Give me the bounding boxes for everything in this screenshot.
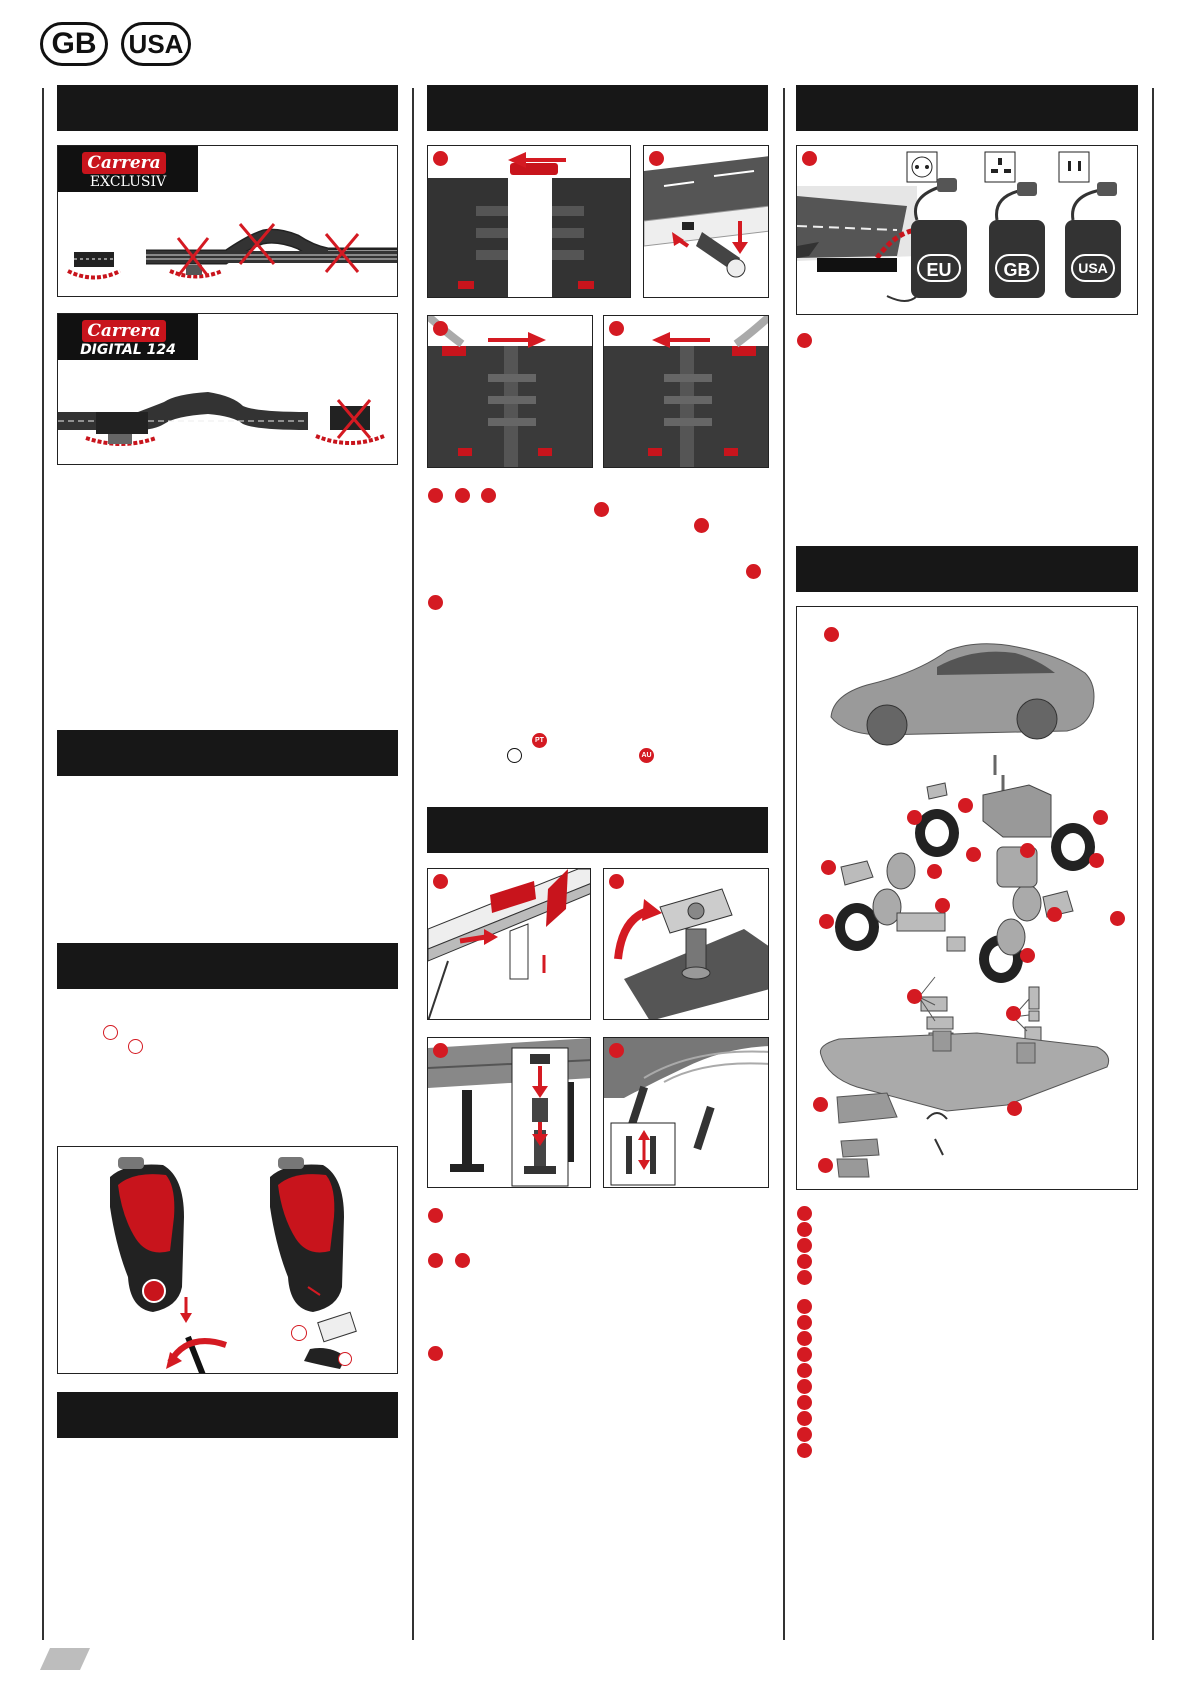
callout-circle-red <box>128 1039 143 1054</box>
step-marker <box>428 1253 443 1268</box>
parts-list-marker <box>797 1299 812 1314</box>
parts-list-marker <box>797 1206 812 1221</box>
step-marker <box>797 333 812 348</box>
step-marker <box>746 564 761 579</box>
step-marker <box>428 1208 443 1223</box>
column-divider-left <box>42 88 44 1640</box>
parts-list-marker <box>797 1347 812 1362</box>
callout-circle-red <box>103 1025 118 1040</box>
country-code-pt: PT <box>532 733 547 748</box>
step-marker <box>481 488 496 503</box>
section-header-bar <box>57 730 398 776</box>
usa-label: USA <box>1071 254 1115 282</box>
callout-circle-black <box>507 748 522 763</box>
language-badge-gb: GB <box>40 22 108 66</box>
figure-exclusiv-track <box>57 145 398 297</box>
step-marker <box>428 488 443 503</box>
step-marker <box>428 1346 443 1361</box>
parts-list-marker <box>797 1254 812 1269</box>
figure-car-exploded-view <box>796 606 1138 1190</box>
section-header-bar <box>796 85 1138 131</box>
figure-support-pillar-assembly <box>427 1037 591 1188</box>
section-header-bar <box>427 85 768 131</box>
parts-list-marker <box>797 1270 812 1285</box>
language-badge-usa: USA <box>121 22 191 66</box>
figure-hand-controller-battery <box>57 1146 398 1374</box>
figure-digital124-track <box>57 313 398 465</box>
carrera-exclusiv-logo: Carrera EXCLUSIV <box>58 146 198 192</box>
parts-list-marker <box>797 1315 812 1330</box>
step-marker <box>455 1253 470 1268</box>
section-header-bar <box>427 807 768 853</box>
country-code-au: AU <box>639 748 654 763</box>
figure-guard-rail-posts <box>427 868 591 1020</box>
section-header-bar <box>796 546 1138 592</box>
figure-track-clip-slide <box>427 145 631 298</box>
callout-circle-red <box>291 1325 307 1341</box>
step-marker <box>594 502 609 517</box>
parts-list-marker <box>797 1238 812 1253</box>
figure-power-supply-regions <box>796 145 1138 315</box>
column-divider-1 <box>412 88 414 1640</box>
parts-list-marker <box>797 1363 812 1378</box>
parts-list-marker <box>797 1379 812 1394</box>
figure-support-pillar-height <box>603 1037 769 1188</box>
page-number-tab <box>40 1648 90 1670</box>
section-header-bar <box>57 85 398 131</box>
step-marker <box>694 518 709 533</box>
parts-list-marker <box>797 1331 812 1346</box>
figure-clip-push-right <box>427 315 593 468</box>
gb-label: GB <box>995 254 1039 282</box>
parts-list-marker <box>797 1443 812 1458</box>
parts-list-marker <box>797 1222 812 1237</box>
parts-list-marker <box>797 1427 812 1442</box>
section-header-bar <box>57 943 398 989</box>
carrera-digital124-logo: Carrera DIGITAL 124 <box>58 314 198 360</box>
step-marker <box>455 488 470 503</box>
callout-circle-red <box>338 1352 352 1366</box>
column-divider-2 <box>783 88 785 1640</box>
parts-list-marker <box>797 1411 812 1426</box>
parts-list-marker <box>797 1395 812 1410</box>
eu-label: EU <box>917 254 961 282</box>
section-header-bar <box>57 1392 398 1438</box>
step-marker <box>428 595 443 610</box>
figure-support-pillar-rotate <box>603 868 769 1020</box>
column-divider-right <box>1152 88 1154 1640</box>
figure-guard-rail-screw <box>643 145 769 298</box>
figure-clip-push-left <box>603 315 769 468</box>
